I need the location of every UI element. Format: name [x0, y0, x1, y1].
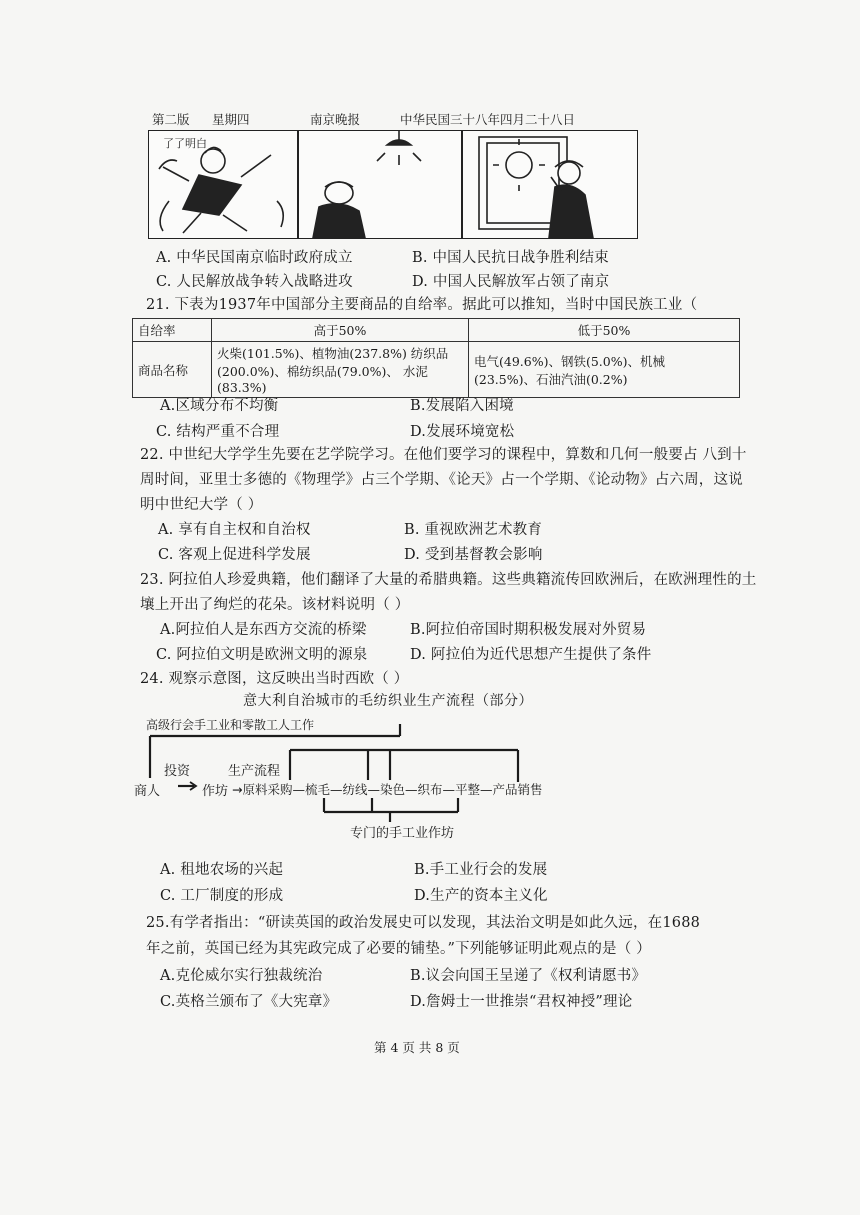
q20-option-a: A. 中华民国南京临时政府成立 — [156, 250, 353, 266]
guild-label: 高级行会手工业和零散工人工作 — [146, 718, 315, 732]
q23-option-b: B.阿拉伯帝国时期积极发展对外贸易 — [410, 622, 647, 638]
q22-option-b: B. 重视欧洲艺术教育 — [404, 522, 543, 538]
diagram-title: 意大利自治城市的毛纺织业生产流程（部分） — [243, 693, 533, 709]
newspaper-name: 南京晚报 — [310, 112, 361, 127]
q23-stem-line1: 23. 阿拉伯人珍爱典籍，他们翻译了大量的希腊典籍。这些典籍流传回欧洲后，在欧洲理性的土 — [140, 572, 757, 588]
q21-option-d: D.发展环境宽松 — [410, 424, 515, 440]
specialized-workshop-label: 专门的手工业作坊 — [350, 826, 455, 841]
table-header-low: 低于50% — [469, 319, 740, 342]
q22-stem-line3: 明中世纪大学（ ） — [140, 497, 263, 513]
q23-stem-line2: 壤上开出了绚烂的花朵。该材料说明（ ） — [140, 597, 410, 613]
table-row-label: 自给率 — [133, 319, 212, 342]
q22-option-c: C. 客观上促进科学发展 — [158, 547, 311, 563]
newspaper-weekday: 星期四 — [212, 112, 250, 127]
q21-stem: 21. 下表为1937年中国部分主要商品的自给率。据此可以推知，当时中国民族工业（ — [146, 297, 698, 313]
table-cell-line: (200.0%)、棉纺织品(79.0%)、 水泥(83.3%) — [217, 364, 428, 395]
table-cell-line: 电气(49.6%)、钢铁(5.0%)、机械 — [474, 353, 665, 369]
workshop-label: 作坊 — [202, 784, 229, 799]
q20-option-d: D. 中国人民解放军占领了南京 — [412, 274, 610, 290]
q21-option-c: C. 结构严重不合理 — [156, 424, 280, 440]
q24-option-b: B.手工业行会的发展 — [414, 862, 548, 878]
q25-option-c: C.英格兰颁布了《大宪章》 — [160, 994, 338, 1010]
q20-option-c: C. 人民解放战争转入战略进攻 — [156, 274, 353, 290]
invest-label: 投资 — [164, 764, 191, 779]
production-chain: →原料采购—梳毛—纺线—染色—织布—平整—产品销售 — [232, 782, 543, 797]
q24-option-d: D.生产的资本主义化 — [414, 888, 548, 904]
q25-option-a: A.克伦威尔实行独裁统治 — [160, 968, 323, 984]
page-footer: 第 4 页 共 8 页 — [374, 1040, 460, 1055]
newspaper-date: 中华民国三十八年四月二十八日 — [400, 112, 576, 127]
q25-stem-line1: 25.有学者指出：“研读英国的政治发展史可以发现，其法治文明是如此久远，在1688 — [146, 915, 701, 931]
q24-option-a: A. 租地农场的兴起 — [160, 862, 284, 878]
table-cell-low — [469, 342, 740, 398]
process-label: 生产流程 — [228, 764, 281, 779]
q25-stem-line2: 年之前，英国已经为其宪政完成了必要的铺垫。”下列能够证明此观点的是（ ） — [146, 941, 651, 957]
cartoon-illustration — [149, 131, 637, 238]
self-sufficiency-table — [132, 318, 740, 398]
q22-stem-line2: 周时间，亚里士多德的《物理学》占三个学期、《论天》占一个学期、《论动物》占六周，这说 — [140, 472, 743, 488]
table-row-label: 商品名称 — [133, 342, 212, 398]
q25-option-b: B.议会向国王呈递了《权利请愿书》 — [410, 968, 647, 984]
table-cell-line: (23.5%)、石油汽油(0.2%) — [474, 371, 628, 387]
q20-option-b: B. 中国人民抗日战争胜利结束 — [412, 250, 609, 266]
table-cell-line: 火柴(101.5%)、植物油(237.8%) 纺织品 — [217, 346, 449, 361]
newspaper-edition: 第二版 — [152, 112, 190, 127]
q25-option-d: D.詹姆士一世推崇“君权神授”理论 — [410, 994, 633, 1010]
q22-option-a: A. 享有自主权和自治权 — [158, 522, 311, 538]
q23-option-c: C. 阿拉伯文明是欧洲文明的源泉 — [156, 647, 368, 663]
q24-option-c: C. 工厂制度的形成 — [160, 888, 284, 904]
table-header-high: 高于50% — [212, 319, 469, 342]
q21-option-b: B.发展陷入困境 — [410, 398, 514, 414]
q24-stem: 24. 观察示意图，这反映出当时西欧（ ） — [140, 671, 409, 687]
q22-option-d: D. 受到基督教会影响 — [404, 547, 543, 563]
cartoon-strip — [148, 130, 638, 239]
table-cell-high — [212, 342, 469, 398]
q23-option-d: D. 阿拉伯为近代思想产生提供了条件 — [410, 647, 652, 663]
q22-stem-line1: 22. 中世纪大学学生先要在艺学院学习。在他们要学习的课程中，算数和几何一般要占 八到十 — [140, 447, 747, 463]
q23-option-a: A.阿拉伯人是东西方交流的桥梁 — [160, 622, 367, 638]
merchant-label: 商人 — [134, 784, 161, 799]
cartoon-caption: 了了明白 — [163, 137, 207, 150]
q21-option-a: A.区域分布不均衡 — [160, 398, 279, 414]
